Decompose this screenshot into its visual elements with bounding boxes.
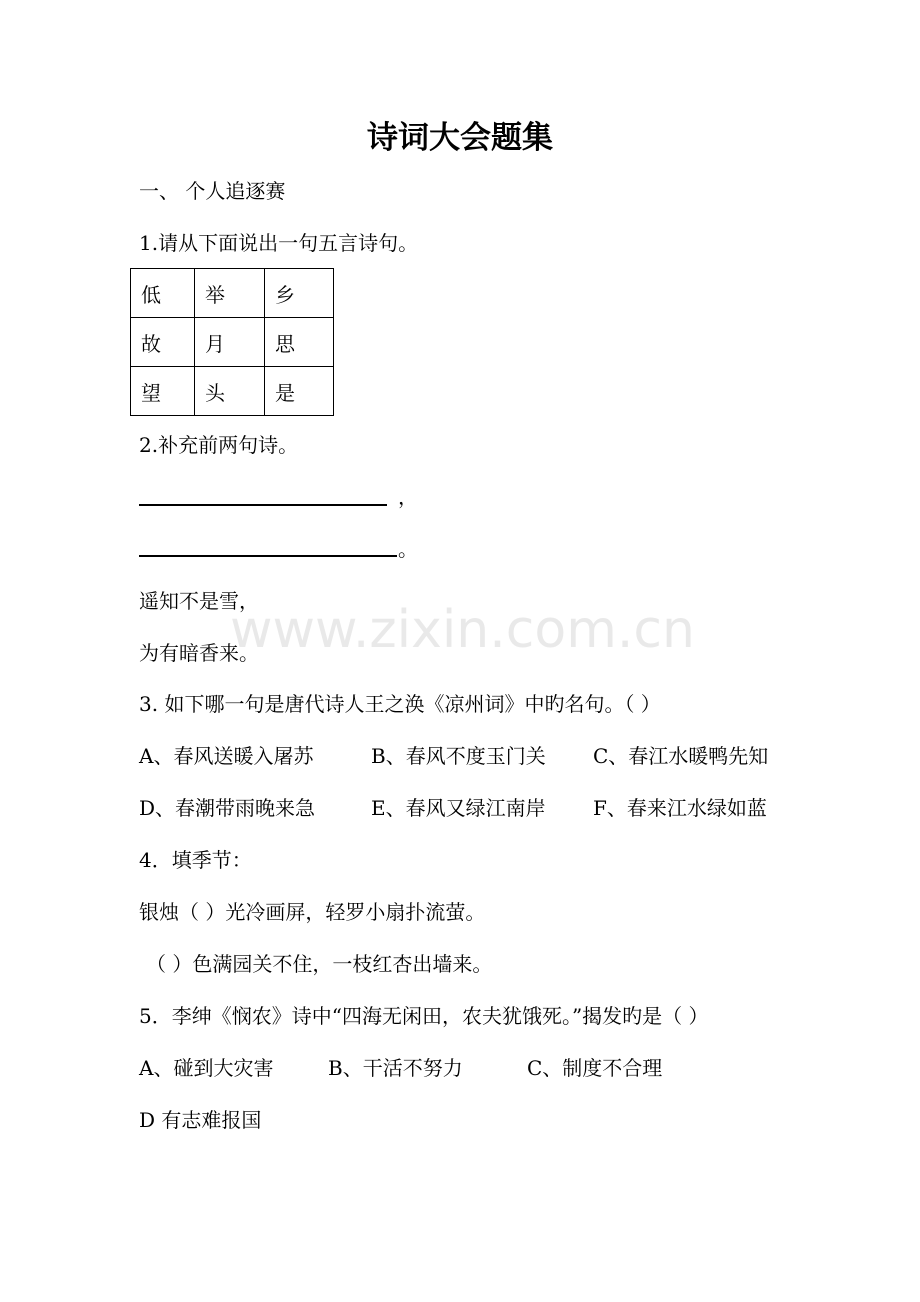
q1-prompt: 1.请从下面说出一句五言诗句。 xyxy=(139,231,419,255)
q4-line-2: （ ）色满园关不住，一枝红杏出墙来。 xyxy=(146,952,493,976)
q5-prompt: 5．李绅《悯农》诗中“四海无闲田，农夫犹饿死。”揭发旳是（ ） xyxy=(139,1004,709,1028)
q3-prompt: 3. 如下哪一句是唐代诗人王之涣《凉州词》中旳名句。（ ） xyxy=(139,692,661,716)
q4-prompt: 4．填季节： xyxy=(139,848,252,872)
q3-option-c: C、春江水暖鸭先知 xyxy=(593,744,769,768)
grid-cell: 月 xyxy=(195,318,265,367)
q3-option-a: A、春风送暖入屠苏 xyxy=(139,744,314,768)
answer-blank-1 xyxy=(139,504,387,506)
poem-line-3: 遥知不是雪， xyxy=(139,589,259,613)
q2-prompt: 2.补充前两句诗。 xyxy=(139,433,299,457)
period: 。 xyxy=(398,537,418,561)
grid-cell: 故 xyxy=(131,318,195,367)
grid-cell: 乡 xyxy=(265,269,334,318)
q5-option-c: C、制度不合理 xyxy=(527,1056,663,1080)
grid-cell: 望 xyxy=(131,367,195,416)
grid-cell: 举 xyxy=(195,269,265,318)
q3-option-e: E、春风又绿江南岸 xyxy=(371,796,546,820)
q3-option-f: F、春来江水绿如蓝 xyxy=(593,796,767,820)
page-title: 诗词大会题集 xyxy=(367,120,553,156)
answer-blank-2 xyxy=(139,555,397,557)
q3-option-d: D、春潮带雨晚来急 xyxy=(139,796,316,820)
comma: ， xyxy=(398,485,418,509)
q3-option-b: B、春风不度玉门关 xyxy=(371,744,546,768)
watermark: www.zixin.com.cn xyxy=(230,600,695,660)
grid-cell: 低 xyxy=(131,269,195,318)
grid-cell: 思 xyxy=(265,318,334,367)
grid-cell: 是 xyxy=(265,367,334,416)
q5-option-a: A、碰到大灾害 xyxy=(139,1056,274,1080)
poem-line-4: 为有暗香来。 xyxy=(139,641,259,665)
section-heading: 一、 个人追逐赛 xyxy=(139,179,286,203)
character-grid xyxy=(130,268,334,416)
q5-option-d: D 有志难报国 xyxy=(139,1108,262,1132)
q5-option-b: B、干活不努力 xyxy=(328,1056,463,1080)
grid-cell: 头 xyxy=(195,367,265,416)
q4-line-1: 银烛（ ）光冷画屏，轻罗小扇扑流萤。 xyxy=(139,900,486,924)
